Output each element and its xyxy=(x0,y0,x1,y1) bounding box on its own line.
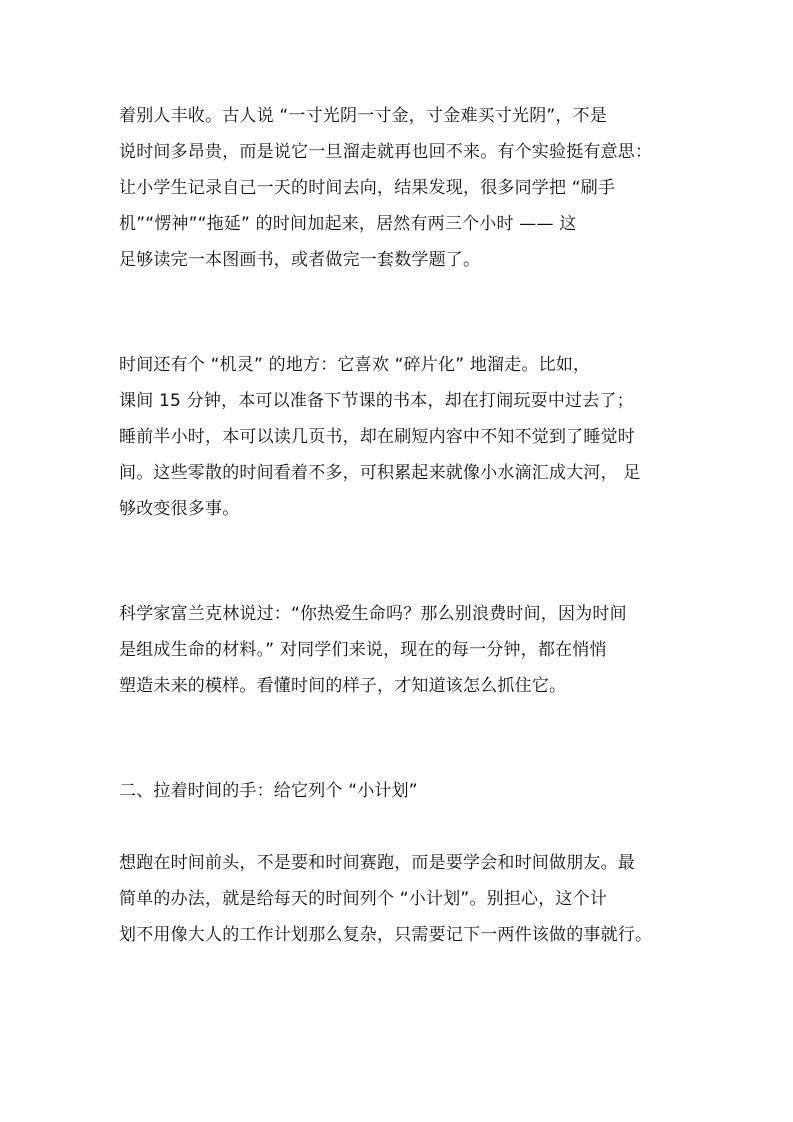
text-line: 间。这些零散的时间看着不多，可积累起来就像小水滴汇成大河， 足 xyxy=(119,463,641,483)
text-line: 科学家富兰克林说过：“你热爱生命吗？那么别浪费时间，因为时间 xyxy=(119,604,627,624)
section-heading xyxy=(119,773,418,809)
text-line: 是组成生命的材料。” 对同学们来说，现在的每一分钟，都在悄悄 xyxy=(119,640,607,660)
section-heading-text: 二、拉着时间的手：给它列个 “小计划” xyxy=(119,781,418,801)
text-line: 划不用像大人的工作计划那么复杂，只需要记下一两件该做的事就行。 xyxy=(119,925,653,945)
text-line: 简单的办法，就是给每天的时间列个 “小计划”。别担心，这个计 xyxy=(119,889,608,909)
text-line: 睡前半小时，本可以读几页书，却在刷短内容中不知不觉到了睡觉时 xyxy=(119,427,635,447)
text-line: 够改变很多事。 xyxy=(119,499,240,519)
text-line: 着别人丰收。古人说 “一寸光阴一寸金，寸金难买寸光阴”，不是 xyxy=(119,106,608,126)
paragraph-4 xyxy=(119,845,652,953)
text-line: 塑造未来的模样。看懂时间的样子，才知道该怎么抓住它。 xyxy=(119,676,567,696)
text-line: 机”“愣神”“拖延” 的时间加起来，居然有两三个小时 —— 这 xyxy=(119,214,577,234)
paragraph-3 xyxy=(119,596,627,704)
text-line: 足够读完一本图画书，或者做完一套数学题了。 xyxy=(119,250,481,270)
text-line: 让小学生记录自己一天的时间去向，结果发现，很多同学把 “刷手 xyxy=(119,178,616,198)
paragraph-2 xyxy=(119,347,641,527)
paragraph-1 xyxy=(119,98,652,278)
text-line: 说时间多昂贵，而是说它一旦溜走就再也回不来。有个实验挺有意思： xyxy=(119,142,653,162)
text-line: 时间还有个 “机灵” 的地方：它喜欢 “碎片化” 地溜走。比如， xyxy=(119,355,591,375)
text-line: 想跑在时间前头，不是要和时间赛跑，而是要学会和时间做朋友。最 xyxy=(119,853,635,873)
text-line: 课间 15 分钟，本可以准备下节课的书本，却在打闹玩耍中过去了； xyxy=(119,391,634,411)
